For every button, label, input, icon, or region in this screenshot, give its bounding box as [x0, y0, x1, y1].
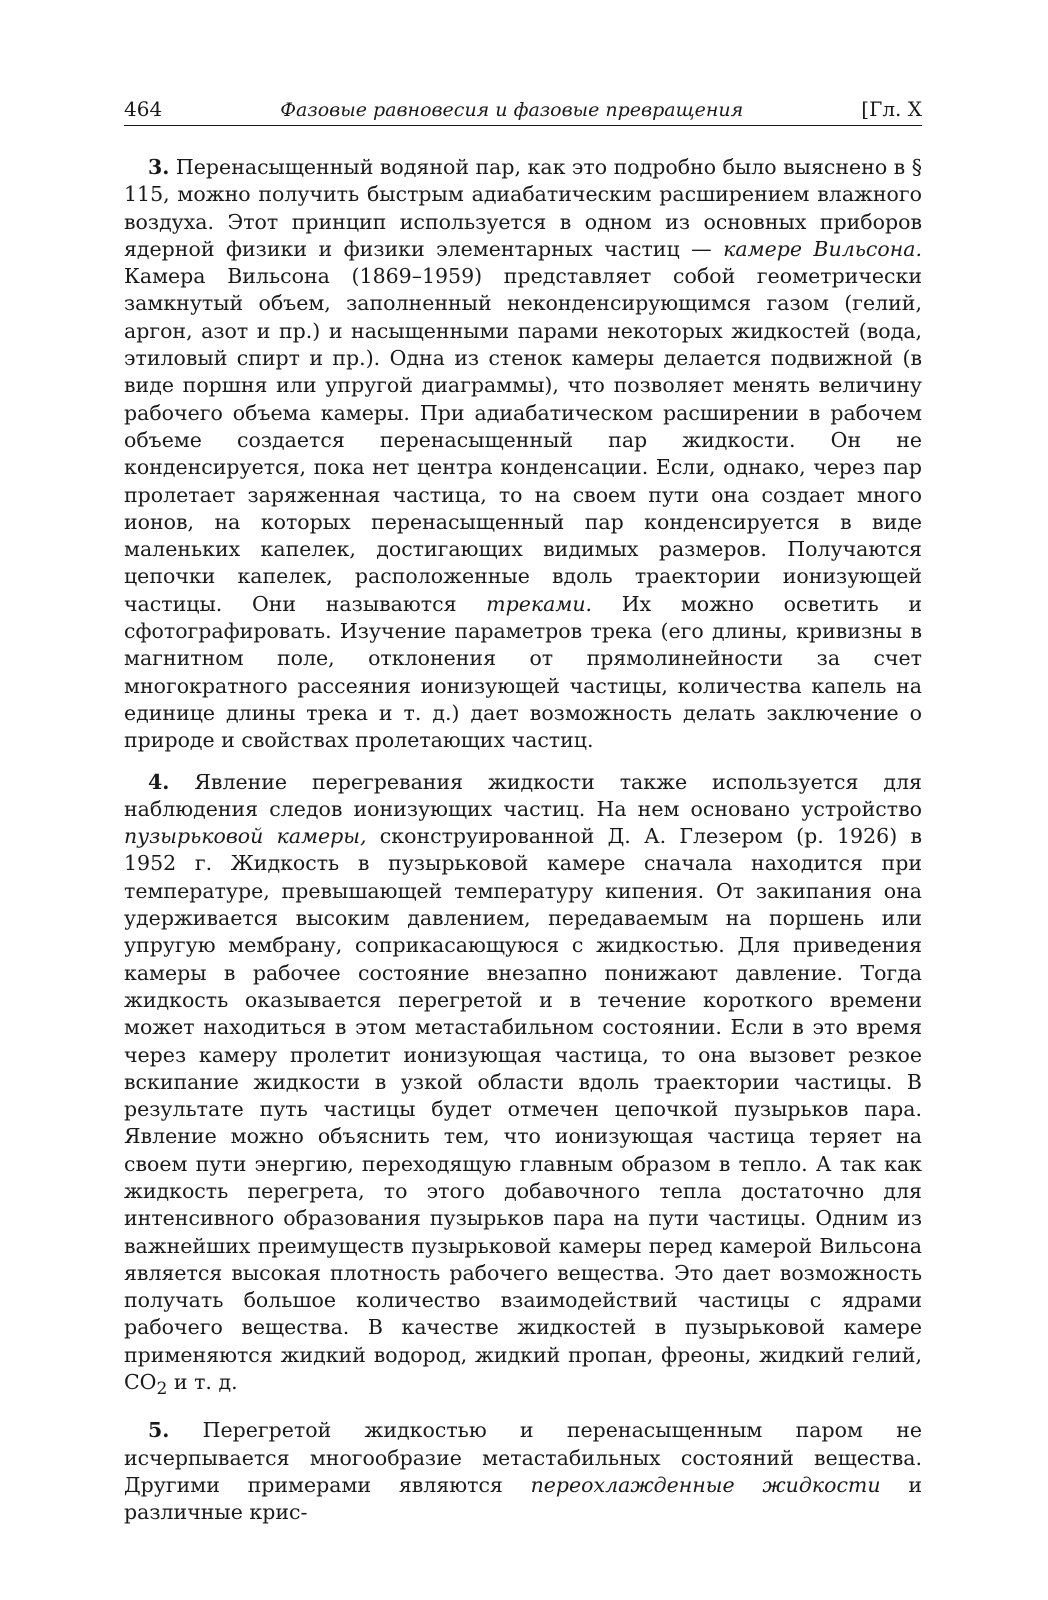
paragraph-number: 3.	[148, 155, 170, 179]
chapter-marker: [Гл. X	[861, 97, 922, 121]
paragraph-text: Их можно осветить и сфотографировать. Изучение параметров трека (его длины, кривизны в магнитном поле, отклонения от прямолинейности за счет многократного рассеяния ионизующей частицы, количества капель на единице длины трека и т. д.) дает возможность делать заключение о природе и свойствах пролетающих частиц.	[124, 591, 922, 753]
emphasis-term: камере Вильсона.	[723, 236, 922, 261]
paragraph-text: и различные крис-	[124, 1473, 922, 1525]
paragraph-number: 4.	[148, 769, 170, 794]
paragraph-text: сконструированной Д. А. Глезером (р. 1926) в 1952 г. Жидкость в пузырьковой камере сначала находится при температуре, превышающей температуру кипения. От закипания она удерживается высоким давлением, передаваемым на поршень или упругую мембрану, соприкасающуюся с жидкостью. Для приведения камеры в рабочее состояние внезапно понижают давление. Тогда жидкость оказывается перегретой и в течение короткого времени может находиться в этом метастабильном состоянии. Если в это время через камеру пролетит ионизующая частица, то она вызовет резкое вскипание жидкости в узкой области вдоль траектории частицы. В результате путь частицы будет отмечен цепочкой пузырьков пара. Явление можно объяснить тем, что ионизующая частица теряет на своем пути энергию, переходящую главным образом в тепло. А так как жидкость перегрета, то этого добавочного тепла достаточно для интенсивного образования пузырьков пара на пути частицы. Одним из важнейших преимуществ пузырьковой камеры перед камерой Вильсона является высокая плотность рабочего вещества. Это дает возможность получать большое количество взаимодействий частицы с ядрами рабочего вещества. В качестве жидкостей в пузырьковой камере применяются жидкий водород, жидкий пропан, фреоны, жидкий гелий, CO	[124, 824, 923, 1395]
paragraph-text: Явление перегревания жидкости также используется для наблюдения следов ионизующих частиц. На нем основано устройство	[124, 769, 922, 821]
paragraph-number: 5.	[148, 1418, 170, 1443]
paragraph-text: Перенасыщенный водяной пар, как это подробно было выяснено в § 115, можно получить быстрым адиабатическим расширением влажного воздуха. Этот принцип используется в одном из основных приборов ядерной физики и физики элементарных частиц —	[124, 155, 922, 261]
book-page	[124, 96, 922, 1527]
paragraph-3	[124, 154, 922, 755]
paragraph-text: Камера Вильсона (1869–1959) представляет собой геометрически замкнутый объем, заполненный неконденсирующимся газом (гелий, аргон, азот и пр.) и насыщенными парами некоторых жидкостей (вода, этиловый спирт и пр.). Одна из стенок камеры делается подвижной (в виде поршня или упругой диаграммы), что позволяет менять величину рабочего объема камеры. При адиабатическом расширении в рабочем объеме создается перенасыщенный пар жидкости. Он не конденсируется, пока нет центра конденсации. Если, однако, через пар пролетает заряженная частица, то на своем пути она создает много ионов, на которых перенасыщенный пар конденсируется в виде маленьких капелек, достигающих видимых размеров. Получаются цепочки капелек, расположенные вдоль траектории ионизующей частицы. Они называются	[124, 264, 922, 616]
body-text	[124, 154, 922, 1527]
paragraph-4	[124, 769, 922, 1404]
running-title: Фазовые равновесия и фазовые превращения	[280, 99, 744, 121]
paragraph-5	[124, 1417, 922, 1526]
emphasis-term: пузырьковой камеры,	[124, 824, 367, 849]
running-head	[124, 96, 922, 126]
subscript: 2	[156, 1379, 168, 1400]
page-number: 464	[124, 97, 163, 121]
paragraph-text: и т. д.	[167, 1370, 238, 1395]
paragraph-text: Перегретой жидкостью и перенасыщенным паром не исчерпывается многообразие метастабильных состояний вещества. Другими примерами являются	[124, 1418, 922, 1498]
emphasis-term: треками.	[486, 591, 593, 616]
emphasis-term: переохлажденные жидкости	[530, 1473, 881, 1498]
